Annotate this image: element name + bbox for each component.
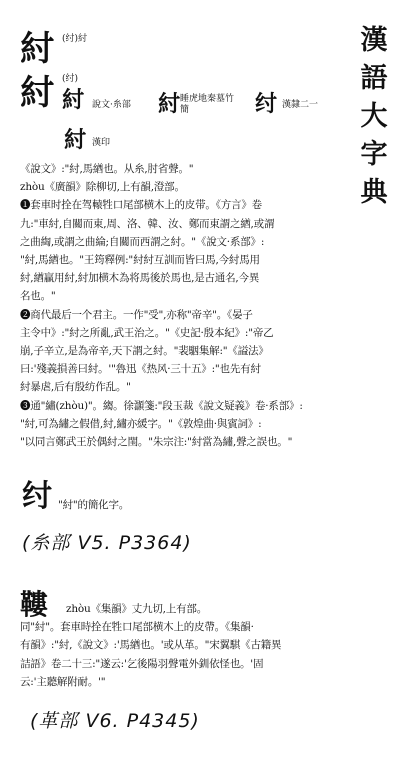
form-glyph: 纣 bbox=[255, 91, 278, 117]
seal-glyph: 紂 bbox=[64, 127, 87, 153]
entry-body-variant bbox=[20, 600, 360, 691]
entry-line: 主令中》:"紂之所亂,武王治之。"《史記·殷本紀》:"帝乙 bbox=[20, 326, 274, 339]
side-title-char: 大 bbox=[360, 101, 388, 132]
entry-line: "以同言鄭武王於偶紂之閨。"朱宗注:"紂當為繡,聲之誤也。" bbox=[20, 436, 293, 449]
headword-variant: 鞻 bbox=[20, 588, 49, 621]
form-label: 漢隸二一 bbox=[282, 100, 319, 110]
form-glyph: 紂 bbox=[62, 87, 85, 113]
headword-note: (纣) bbox=[62, 74, 79, 84]
headword-traditional-note: (纣)紂 bbox=[62, 34, 88, 44]
side-title-char: 漢 bbox=[360, 25, 388, 56]
entry-line: 九:"車紂,自關而東,周、洛、韓、汝、鄭而東謂之緧,或謂 bbox=[20, 217, 275, 230]
side-title-char: 語 bbox=[360, 63, 388, 94]
handwritten-reference: (革部 V6. P4345) bbox=[30, 710, 200, 732]
entry-body bbox=[20, 160, 360, 451]
form-glyph: 紂 bbox=[158, 91, 181, 117]
entry-line: ❸通"繡(zhòu)"。縐。徐灝箋:"段玉裁《說文疑義》卷·系部》: bbox=[20, 399, 303, 412]
entry-line: 名也。" bbox=[20, 290, 56, 303]
entry-line: 云:'主聽解附耐。'" bbox=[20, 675, 106, 688]
simplified-note: "紂"的簡化字。 bbox=[58, 499, 130, 511]
entry-line: ❷商代最后一个君主。一作"受",亦称"帝辛"。《晏子 bbox=[20, 308, 253, 321]
entry-line: "紂,可為繡之假借,紂,繡亦緩字。"《敦煌曲·與賓詞》: bbox=[20, 417, 262, 430]
entry-line: 《說文》:"紂,馬緧也。从糸,肘省聲。" bbox=[20, 163, 194, 175]
entry-line: 有韻》:"紂,《說文》:'馬緧也。'或从革。"宋翼騏《古籍異 bbox=[20, 639, 282, 652]
entry-line: zhòu《集韻》丈九切,上有部。 bbox=[66, 603, 208, 615]
side-title-char: 典 bbox=[360, 177, 388, 208]
seal-label: 漢印 bbox=[92, 138, 111, 148]
entry-line: 之曲綯,或謂之曲綸;自關而西謂之紂。"《說文·系部》: bbox=[20, 235, 265, 248]
simplified-glyph: 纣 bbox=[22, 479, 52, 514]
entry-line: zhòu《廣韻》除柳切,上有韻,澄部。 bbox=[20, 181, 185, 194]
handwritten-reference: (糸部 V5. P3364) bbox=[22, 532, 192, 554]
side-title-char: 字 bbox=[360, 139, 388, 170]
entry-line: 紂暴虐,后有殷纺作乱。" bbox=[20, 381, 131, 394]
form-label: 睡虎地秦墓竹簡 bbox=[180, 94, 235, 115]
entry-line: 詰語》卷二十三:"遂云:'乞後陽羽聲電外釧依怪也。'固 bbox=[20, 657, 264, 670]
entry-line: 崩,子辛立,是為帝辛,天下謂之紂。"裴駰集解:"《謚法》 bbox=[20, 345, 269, 358]
entry-line: 同"紂"。套車時拴在牲口尾部横木上的皮帶。《集韻· bbox=[20, 621, 254, 634]
entry-line: 紂,緧贏用紂,紂加横木為将馬後於馬也,是古通名,今異 bbox=[20, 272, 260, 285]
headword: 紂 bbox=[20, 73, 54, 113]
entry-line: ❶套車时拴在驾轅牲口尾部横木上的皮带。《方言》卷 bbox=[20, 199, 262, 212]
entry-line: 曰:'殘義損善曰紂。'"魯迅《热风·三十五》:"也先有紂 bbox=[20, 363, 261, 376]
headword-traditional: 紂 bbox=[20, 29, 54, 69]
form-label: 說文·糸部 bbox=[92, 100, 131, 110]
entry-line: "紂,馬緧也。"王筠釋例:"紂紂互訓而皆曰馬,今紂馬用 bbox=[20, 254, 260, 267]
